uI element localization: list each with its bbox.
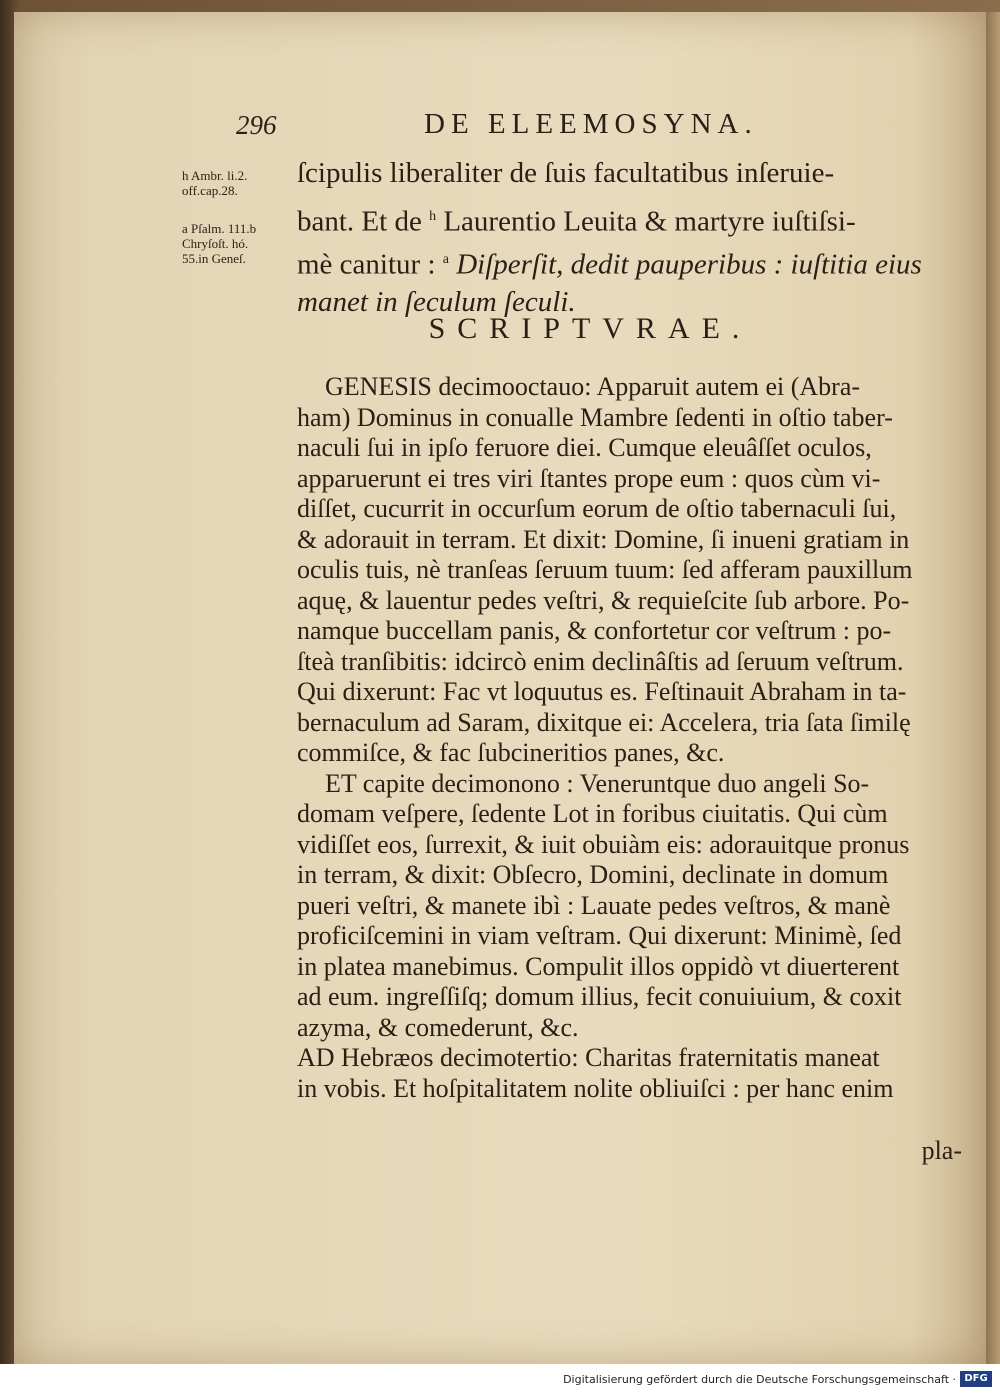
- lead-paragraph: [297, 152, 969, 324]
- body-line: in terram, & dixit: Obſecro, Domini, declinate in domum: [297, 860, 889, 889]
- italic-quote: manet in ſeculum ſeculi.: [297, 286, 576, 318]
- digitization-footer: [0, 1364, 1000, 1396]
- body-line: in vobis. Et hoſpitalitatem nolite obliuiſci : per hanc enim: [297, 1073, 894, 1103]
- body-line: commiſce, & fac ſubcineritios panes, &c.: [297, 738, 725, 767]
- margin-notes: [182, 168, 294, 289]
- body-line: in platea manebimus. Compulit illos oppidò vt diuerterent: [297, 951, 900, 981]
- margin-note-line: h Ambr. li.2.: [182, 168, 248, 183]
- text-span: mè canitur :: [297, 248, 443, 281]
- body-line: oculis tuis, nè tranſeas ſeruum tuum: ſed afferam pauxillum: [297, 555, 913, 584]
- text-line: [297, 238, 969, 281]
- margin-note-line: off.cap.28.: [182, 183, 238, 198]
- body-line: naculi ſui in ipſo feruore diei. Cumque eleuâſſet oculos,: [297, 433, 872, 462]
- page-number: 296: [236, 110, 277, 140]
- body-line: apparuerunt ei tres viri ſtantes prope eum : quos cùm vi-: [297, 463, 881, 493]
- text-span: Laurentio Leuita & martyre iuſtiſsi-: [436, 205, 856, 238]
- section-heading: SCRIPTVRAE.: [428, 312, 752, 345]
- margin-note-line: Chryſoſt. hó.: [182, 236, 249, 251]
- footnote-marker: h: [429, 209, 437, 224]
- italic-quote: Diſperſit, dedit pauperibus : iuſtitia eius: [448, 248, 922, 281]
- body-line: AD Hebræos decimotertio: Charitas fraternitatis maneat: [297, 1043, 880, 1072]
- catchword: pla-: [921, 1136, 962, 1165]
- text-span: ſcipulis liberaliter de ſuis facultatibus inſeruie-: [297, 157, 835, 189]
- running-title: DE ELEEMOSYNA.: [424, 108, 758, 140]
- body-line: Qui dixerunt: Fac vt loquutus es. Feſtinauit Abraham in ta-: [297, 677, 907, 706]
- dfg-logo: DFG: [960, 1371, 992, 1387]
- body-line: ET capite decimonono : Veneruntque duo angeli So-: [325, 768, 870, 798]
- footnote-marker: a: [442, 252, 449, 267]
- running-header: [236, 104, 936, 144]
- body-line: azyma, & comederunt, &c.: [297, 1012, 579, 1042]
- body-line: ad eum. ingreſſiſq; domum illius, fecit conuiuium, & coxit: [297, 982, 902, 1011]
- body-line: ſteà tranſibitis: idcircò enim declinâſtis ad ſeruum veſtrum.: [297, 646, 904, 676]
- margin-note-line: a Pſalm. 111.b: [182, 221, 257, 236]
- margin-note-line: 55.in Geneſ.: [182, 251, 246, 266]
- body-line: aquę, & lauentur pedes veſtri, & requieſcite ſub arbore. Po-: [297, 585, 910, 615]
- footer-credit: Digitalisierung gefördert durch die Deutsche Forschungsgemeinschaft ·: [563, 1373, 956, 1386]
- body-line: namque buccellam panis, & confortetur cor veſtrum : po-: [297, 616, 892, 645]
- body-line: bernaculum ad Saram, dixitque ei: Accelera, tria ſata ſimilę: [297, 707, 911, 737]
- body-line: GENESIS decimooctauo: Apparuit autem ei (Abra-: [325, 372, 861, 401]
- text-line: [297, 152, 969, 195]
- body-line: domam veſpere, ſedente Lot in foribus ciuitatis. Qui cùm: [297, 799, 888, 828]
- body-text: [297, 372, 969, 1104]
- margin-note: [182, 221, 294, 266]
- body-line: diſſet, cucurrit in occurſum eorum de oſtio tabernaculi ſui,: [297, 494, 897, 523]
- text-line: [297, 195, 969, 238]
- page-edge: [986, 12, 1000, 1364]
- body-line: & adorauit in terram. Et dixit: Domine, ſi inueni gratiam in: [297, 524, 910, 554]
- body-line: ham) Dominus in conualle Mambre ſedenti in oſtio taber-: [297, 402, 893, 432]
- body-line: proficiſcemini in viam veſtram. Qui dixerunt: Minimè, ſed: [297, 921, 902, 950]
- body-line: pueri veſtri, & manete ibì : Lauate pedes veſtros, & manè: [297, 890, 891, 920]
- margin-note: [182, 168, 294, 198]
- body-line: vidiſſet eos, ſurrexit, & iuit obuiàm eis: adorauitque pronus: [297, 829, 910, 859]
- text-span: bant. Et de: [297, 205, 430, 238]
